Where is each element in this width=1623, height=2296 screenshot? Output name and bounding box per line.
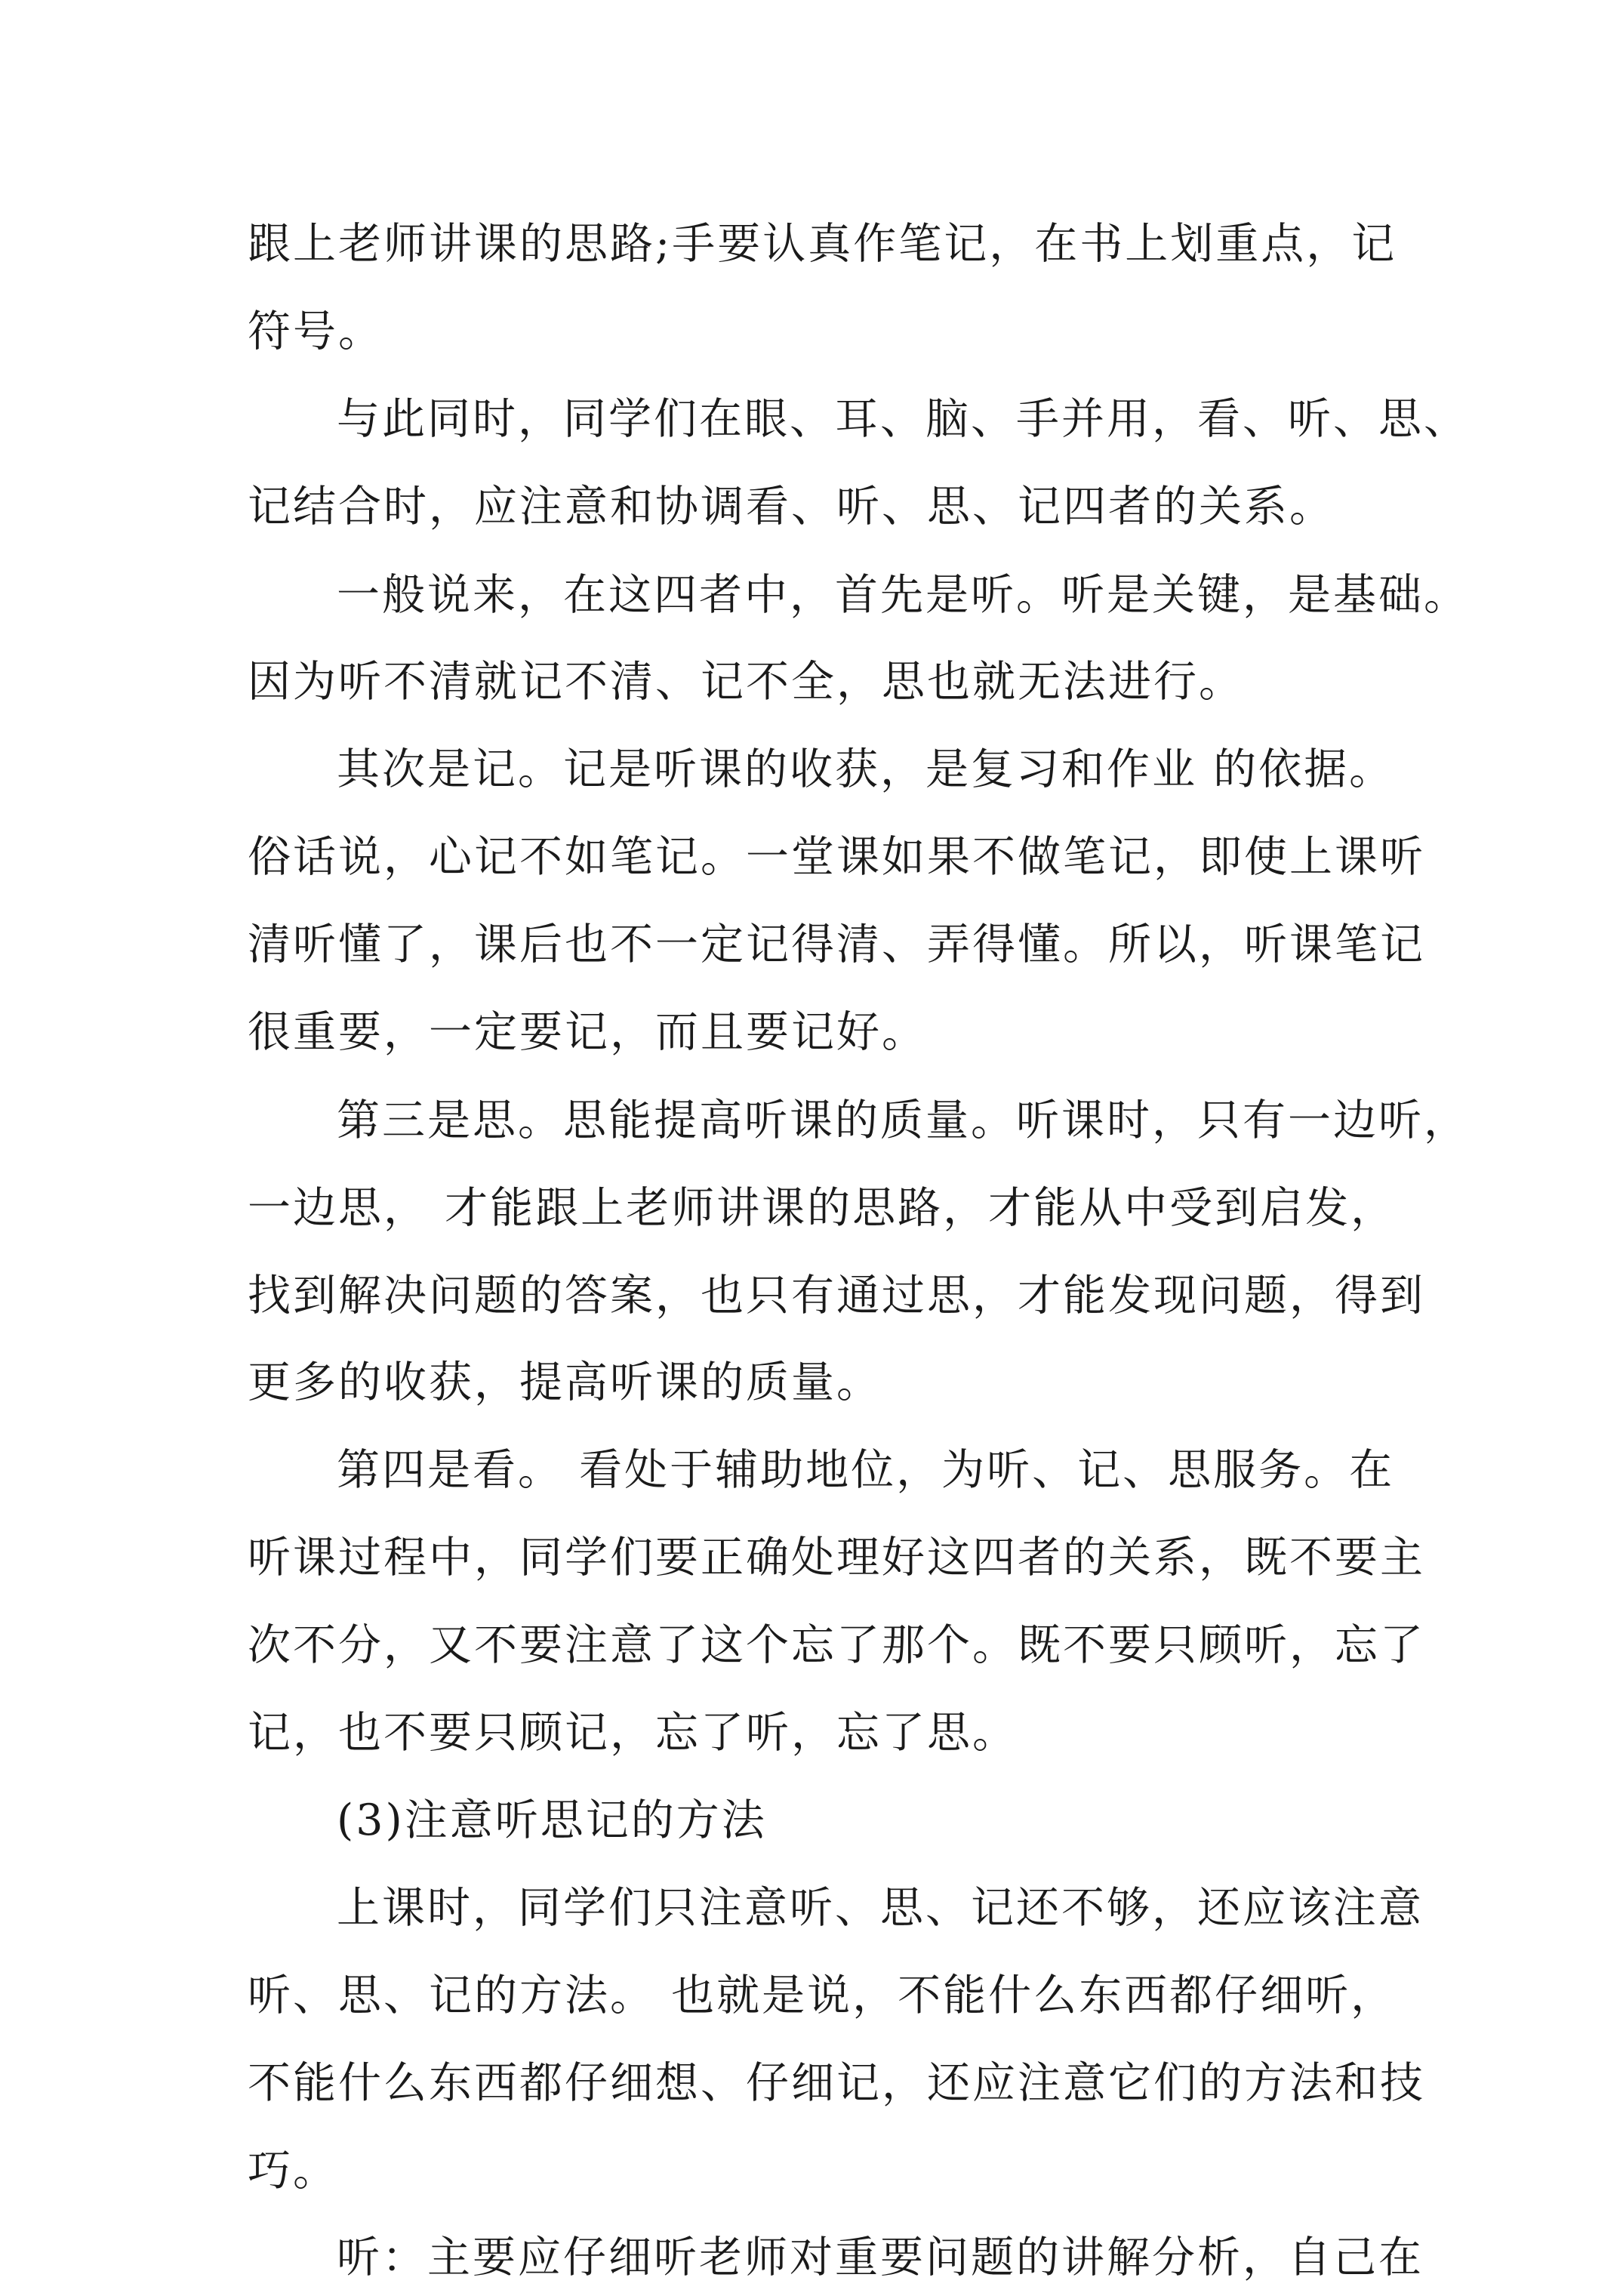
- text-line: 听：主要应仔细听老师对重要问题的讲解分析，自己在: [337, 2233, 1424, 2282]
- text-line: 符号。: [248, 307, 383, 356]
- text-line: 记结合时，应注意和协调看、听、思、记四者的关系。: [248, 482, 1335, 532]
- text-line: 次不分，又不要注意了这个忘了那个。既不要只顾听，忘了: [248, 1620, 1425, 1670]
- text-line: 更多的收获，提高听课的质量。: [248, 1358, 882, 1407]
- text-line: 找到解决问题的答案，也只有通过思，才能发现问题，得到: [248, 1271, 1425, 1321]
- text-line: 第三是思。思能提高听课的质量。听课时，只有一边听，: [337, 1096, 1469, 1145]
- text-line: 不能什么东西都仔细想、仔细记，还应注意它们的方法和技: [248, 2058, 1425, 2108]
- text-line: 听、思、记的方法。 也就是说，不能什么东西都仔细听，: [248, 1971, 1397, 2020]
- text-line: 一般说来，在这四者中，首先是听。听是关键，是基础。: [337, 570, 1469, 620]
- text-line: 听课过程中，同学们要正确处理好这四者的关系，既不要主: [248, 1533, 1425, 1583]
- text-line: 巧。: [248, 2146, 338, 2196]
- text-line: 第四是看。 看处于辅助地位，为听、记、思服务。在: [337, 1445, 1395, 1495]
- text-line: 与此同时，同学们在眼、耳、脑、手并用，看、听、思、: [337, 394, 1469, 444]
- text-line: 跟上老师讲课的思路;手要认真作笔记，在书上划重点，记: [248, 219, 1397, 269]
- text-line: 一边思， 才能跟上老师讲课的思路，才能从中受到启发，: [248, 1183, 1397, 1233]
- section-heading: (3)注意听思记的方法: [337, 1795, 767, 1845]
- text-line: 清听懂了，课后也不一定记得清、弄得懂。所以，听课笔记: [248, 920, 1425, 969]
- text-line: 其次是记。记是听课的收获，是复习和作业 的依据。: [337, 744, 1395, 794]
- text-line: 因为听不清就记不清、记不全，思也就无法进行。: [248, 657, 1244, 707]
- text-line: 记，也不要只顾记，忘了听，忘了思。: [248, 1708, 1018, 1758]
- text-line: 俗话说，心记不如笔记。一堂课如果不做笔记，即使上课听: [248, 832, 1425, 882]
- text-line: 上课时，同学们只注意听、思、记还不够，还应该注意: [337, 1883, 1424, 1933]
- text-line: 很重要，一定要记，而且要记好。: [248, 1007, 927, 1057]
